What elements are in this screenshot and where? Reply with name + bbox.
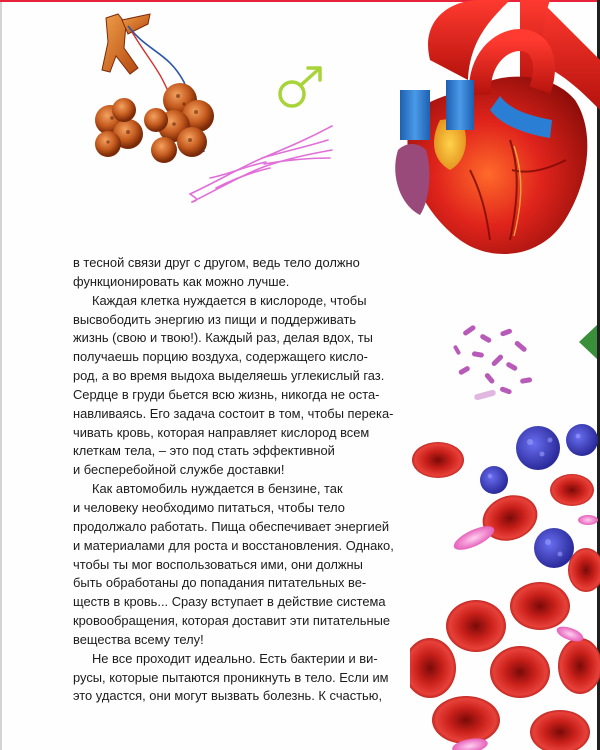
text-line: продолжало работать. Пища обеспечивает энергией [73,518,390,534]
paragraph [73,254,443,292]
muscle-fiber-sketch [186,118,336,208]
text-line: и человеку необходимо питаться, чтобы тело [73,499,345,515]
text-line: русы, которые пытаются проникнуть в тело. Если им [73,669,389,685]
text-line: высвободить энергию из пищи и поддерживать [73,311,357,327]
human-heart-illustration [390,0,600,262]
paragraph [73,292,443,480]
male-symbol-icon [270,60,334,114]
paragraph [73,480,443,650]
text-line: клеткам тела, – это под стать эффективной [73,443,335,459]
text-line: получаешь порцию воздуха, содержащего кисло- [73,349,368,365]
text-line: Не все проходит идеально. Есть бактерии и ви- [92,650,378,666]
text-line: быть обработаны до попадания питательных ве- [73,575,367,591]
text-line: навливаясь. Его задача состоит в том, чтобы перека- [73,405,394,421]
page-edge-left [0,0,2,750]
text-line: в тесной связи друг с другом, ведь тело должно [73,255,360,270]
text-line: Сердце в груди бьется всю жизнь, никогда не оста- [73,386,380,402]
text-line: ществ в кровь... Сразу вступает в действие система [73,594,386,610]
text-line: и материалами для роста и восстановления. Однако, [73,537,394,553]
text-line: Как автомобиль нуждается в бензине, так [92,481,343,497]
text-line: это удастся, они могут вызвать болезнь. К счастью, [73,688,383,704]
bacteria-cluster-illustration [444,318,544,408]
text-line: функционировать как можно лучше. [73,273,290,289]
body-text [73,254,443,706]
text-line: жизнь (свою и твою!). Каждый раз, делая вдох, ты [73,330,373,346]
text-line: и бесперебойной службе доставки! [73,462,285,478]
text-line: кровообращения, которая доставит эти питательные [73,613,391,629]
paragraph [73,650,443,707]
text-line: чивать кровь, которая направляет кислород всем [73,424,370,440]
text-line: род, а во время выдоха выделяешь углекислый газ. [73,368,385,384]
green-page-tab [579,325,597,359]
text-line: вещества всему телу! [73,631,204,647]
text-line: Каждая клетка нуждается в кислороде, чтобы [92,292,367,308]
text-line: чтобы ты мог воспользоваться ими, они должны [73,556,363,572]
